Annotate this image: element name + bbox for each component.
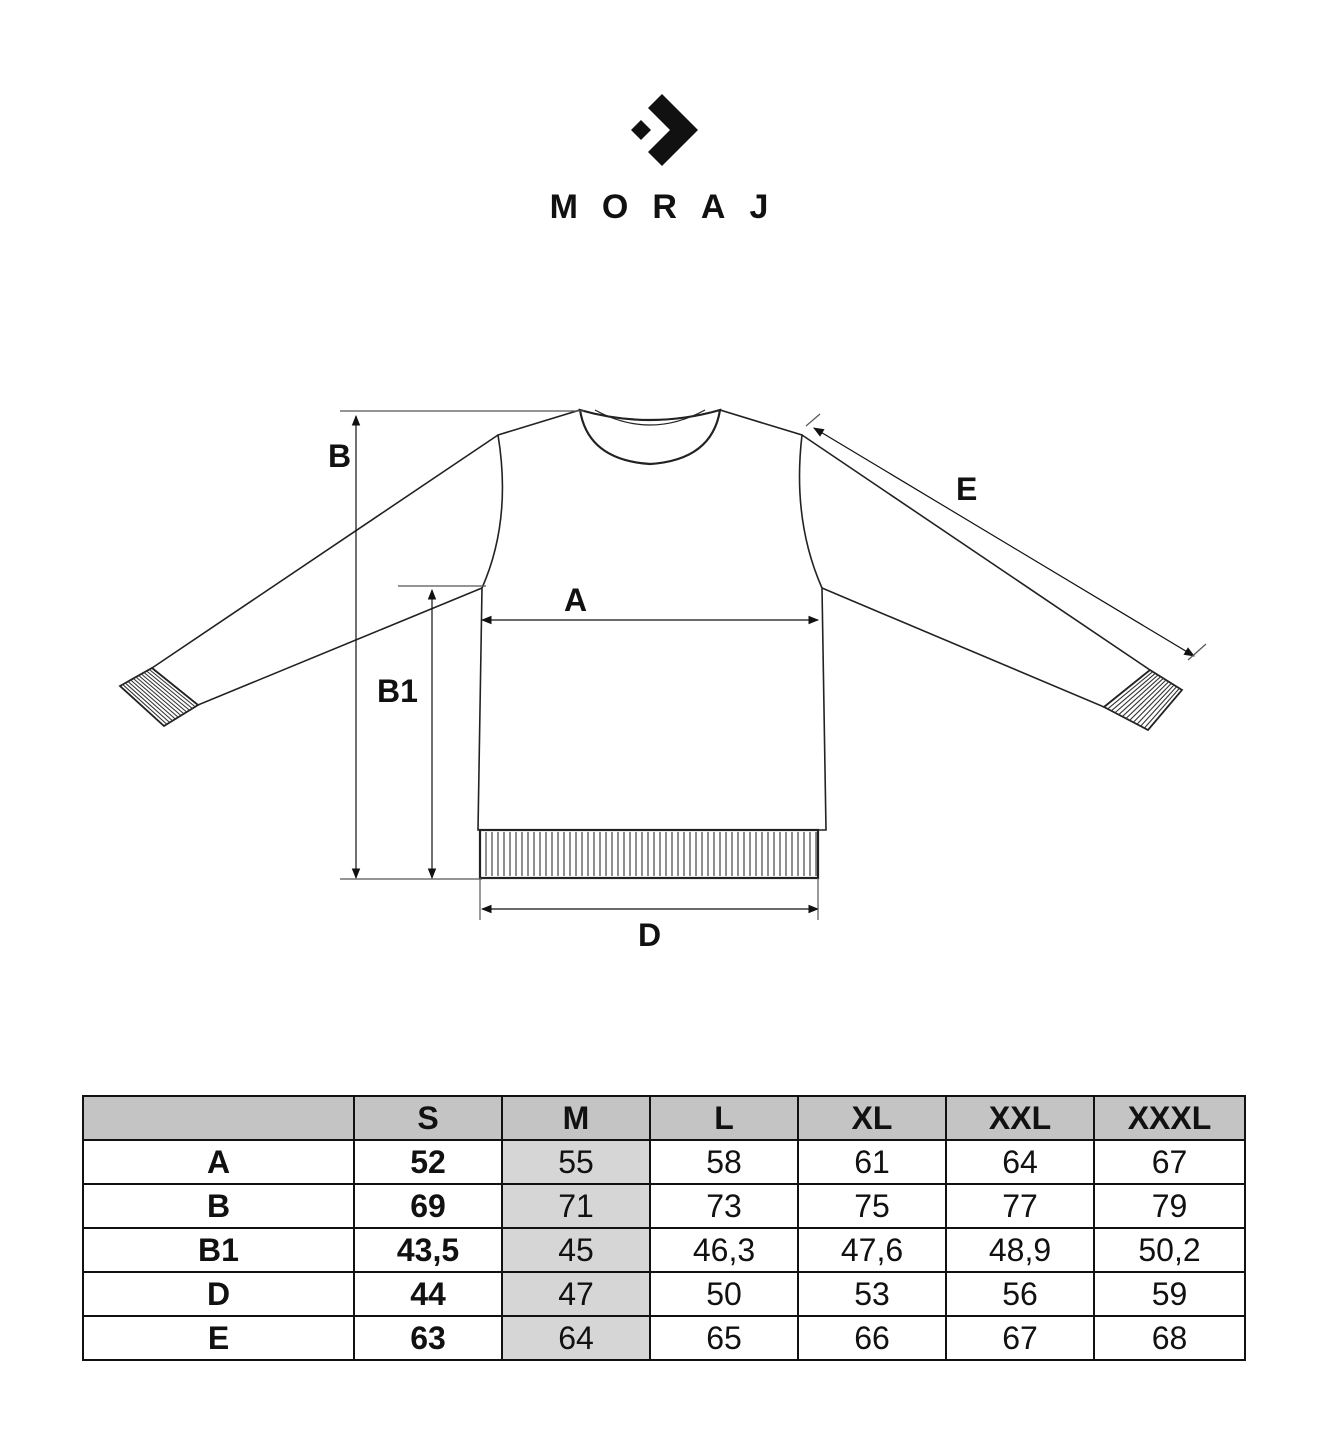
table-cell: 48,9	[946, 1228, 1094, 1272]
left-sleeve	[152, 435, 498, 705]
table-cell: 45	[502, 1228, 650, 1272]
brand-name: MORAJ	[549, 188, 793, 226]
table-cell: 50	[650, 1272, 798, 1316]
ribbing-details	[120, 668, 1182, 876]
table-cell: 68	[1094, 1316, 1245, 1360]
sweater-outline	[152, 410, 1150, 878]
column-header-size: XXXL	[1094, 1096, 1245, 1140]
table-cell: 59	[1094, 1272, 1245, 1316]
table-cell: 67	[1094, 1140, 1245, 1184]
row-label: D	[83, 1272, 354, 1316]
table-row	[83, 1140, 1245, 1184]
table-cell: 64	[502, 1316, 650, 1360]
table-cell: 55	[502, 1140, 650, 1184]
brand-header	[0, 0, 1318, 260]
sweater-measurement-diagram	[0, 380, 1318, 980]
row-label: A	[83, 1140, 354, 1184]
label-a: A	[564, 582, 588, 618]
column-header-size: XL	[798, 1096, 946, 1140]
table-cell: 75	[798, 1184, 946, 1228]
row-label: E	[83, 1316, 354, 1360]
table-cell: 47	[502, 1272, 650, 1316]
table-cell: 61	[798, 1140, 946, 1184]
dimension-e-line	[814, 428, 1194, 656]
table-cell: 58	[650, 1140, 798, 1184]
diamond-arrow-logo-icon	[626, 92, 702, 168]
row-label: B1	[83, 1228, 354, 1272]
table-row	[83, 1272, 1245, 1316]
column-header-size: XXL	[946, 1096, 1094, 1140]
measurement-lines	[340, 411, 1206, 920]
table-header-row	[83, 1096, 1245, 1140]
table-cell: 47,6	[798, 1228, 946, 1272]
table-cell: 44	[354, 1272, 502, 1316]
table-cell: 73	[650, 1184, 798, 1228]
table-cell: 66	[798, 1316, 946, 1360]
sweater-waistband	[480, 830, 818, 878]
table-row	[83, 1184, 1245, 1228]
table-cell: 79	[1094, 1184, 1245, 1228]
table-row	[83, 1316, 1245, 1360]
table-cell: 69	[354, 1184, 502, 1228]
column-header-size: L	[650, 1096, 798, 1140]
table-cell: 65	[650, 1316, 798, 1360]
size-chart-table	[82, 1095, 1246, 1361]
label-d: D	[638, 917, 662, 953]
dimension-labels	[328, 438, 977, 953]
row-label: B	[83, 1184, 354, 1228]
table-cell: 63	[354, 1316, 502, 1360]
table-cell: 71	[502, 1184, 650, 1228]
table-cell: 46,3	[650, 1228, 798, 1272]
label-b1: B1	[377, 673, 418, 709]
table-cell: 77	[946, 1184, 1094, 1228]
table-row	[83, 1228, 1245, 1272]
table-cell: 64	[946, 1140, 1094, 1184]
sweater-collar	[580, 410, 720, 464]
label-e: E	[956, 471, 978, 507]
column-header-size: M	[502, 1096, 650, 1140]
table-header-corner	[83, 1096, 354, 1140]
column-header-size: S	[354, 1096, 502, 1140]
table-cell: 56	[946, 1272, 1094, 1316]
table-cell: 43,5	[354, 1228, 502, 1272]
label-b: B	[328, 438, 352, 474]
table-cell: 52	[354, 1140, 502, 1184]
table-cell: 67	[946, 1316, 1094, 1360]
table-cell: 50,2	[1094, 1228, 1245, 1272]
table-cell: 53	[798, 1272, 946, 1316]
